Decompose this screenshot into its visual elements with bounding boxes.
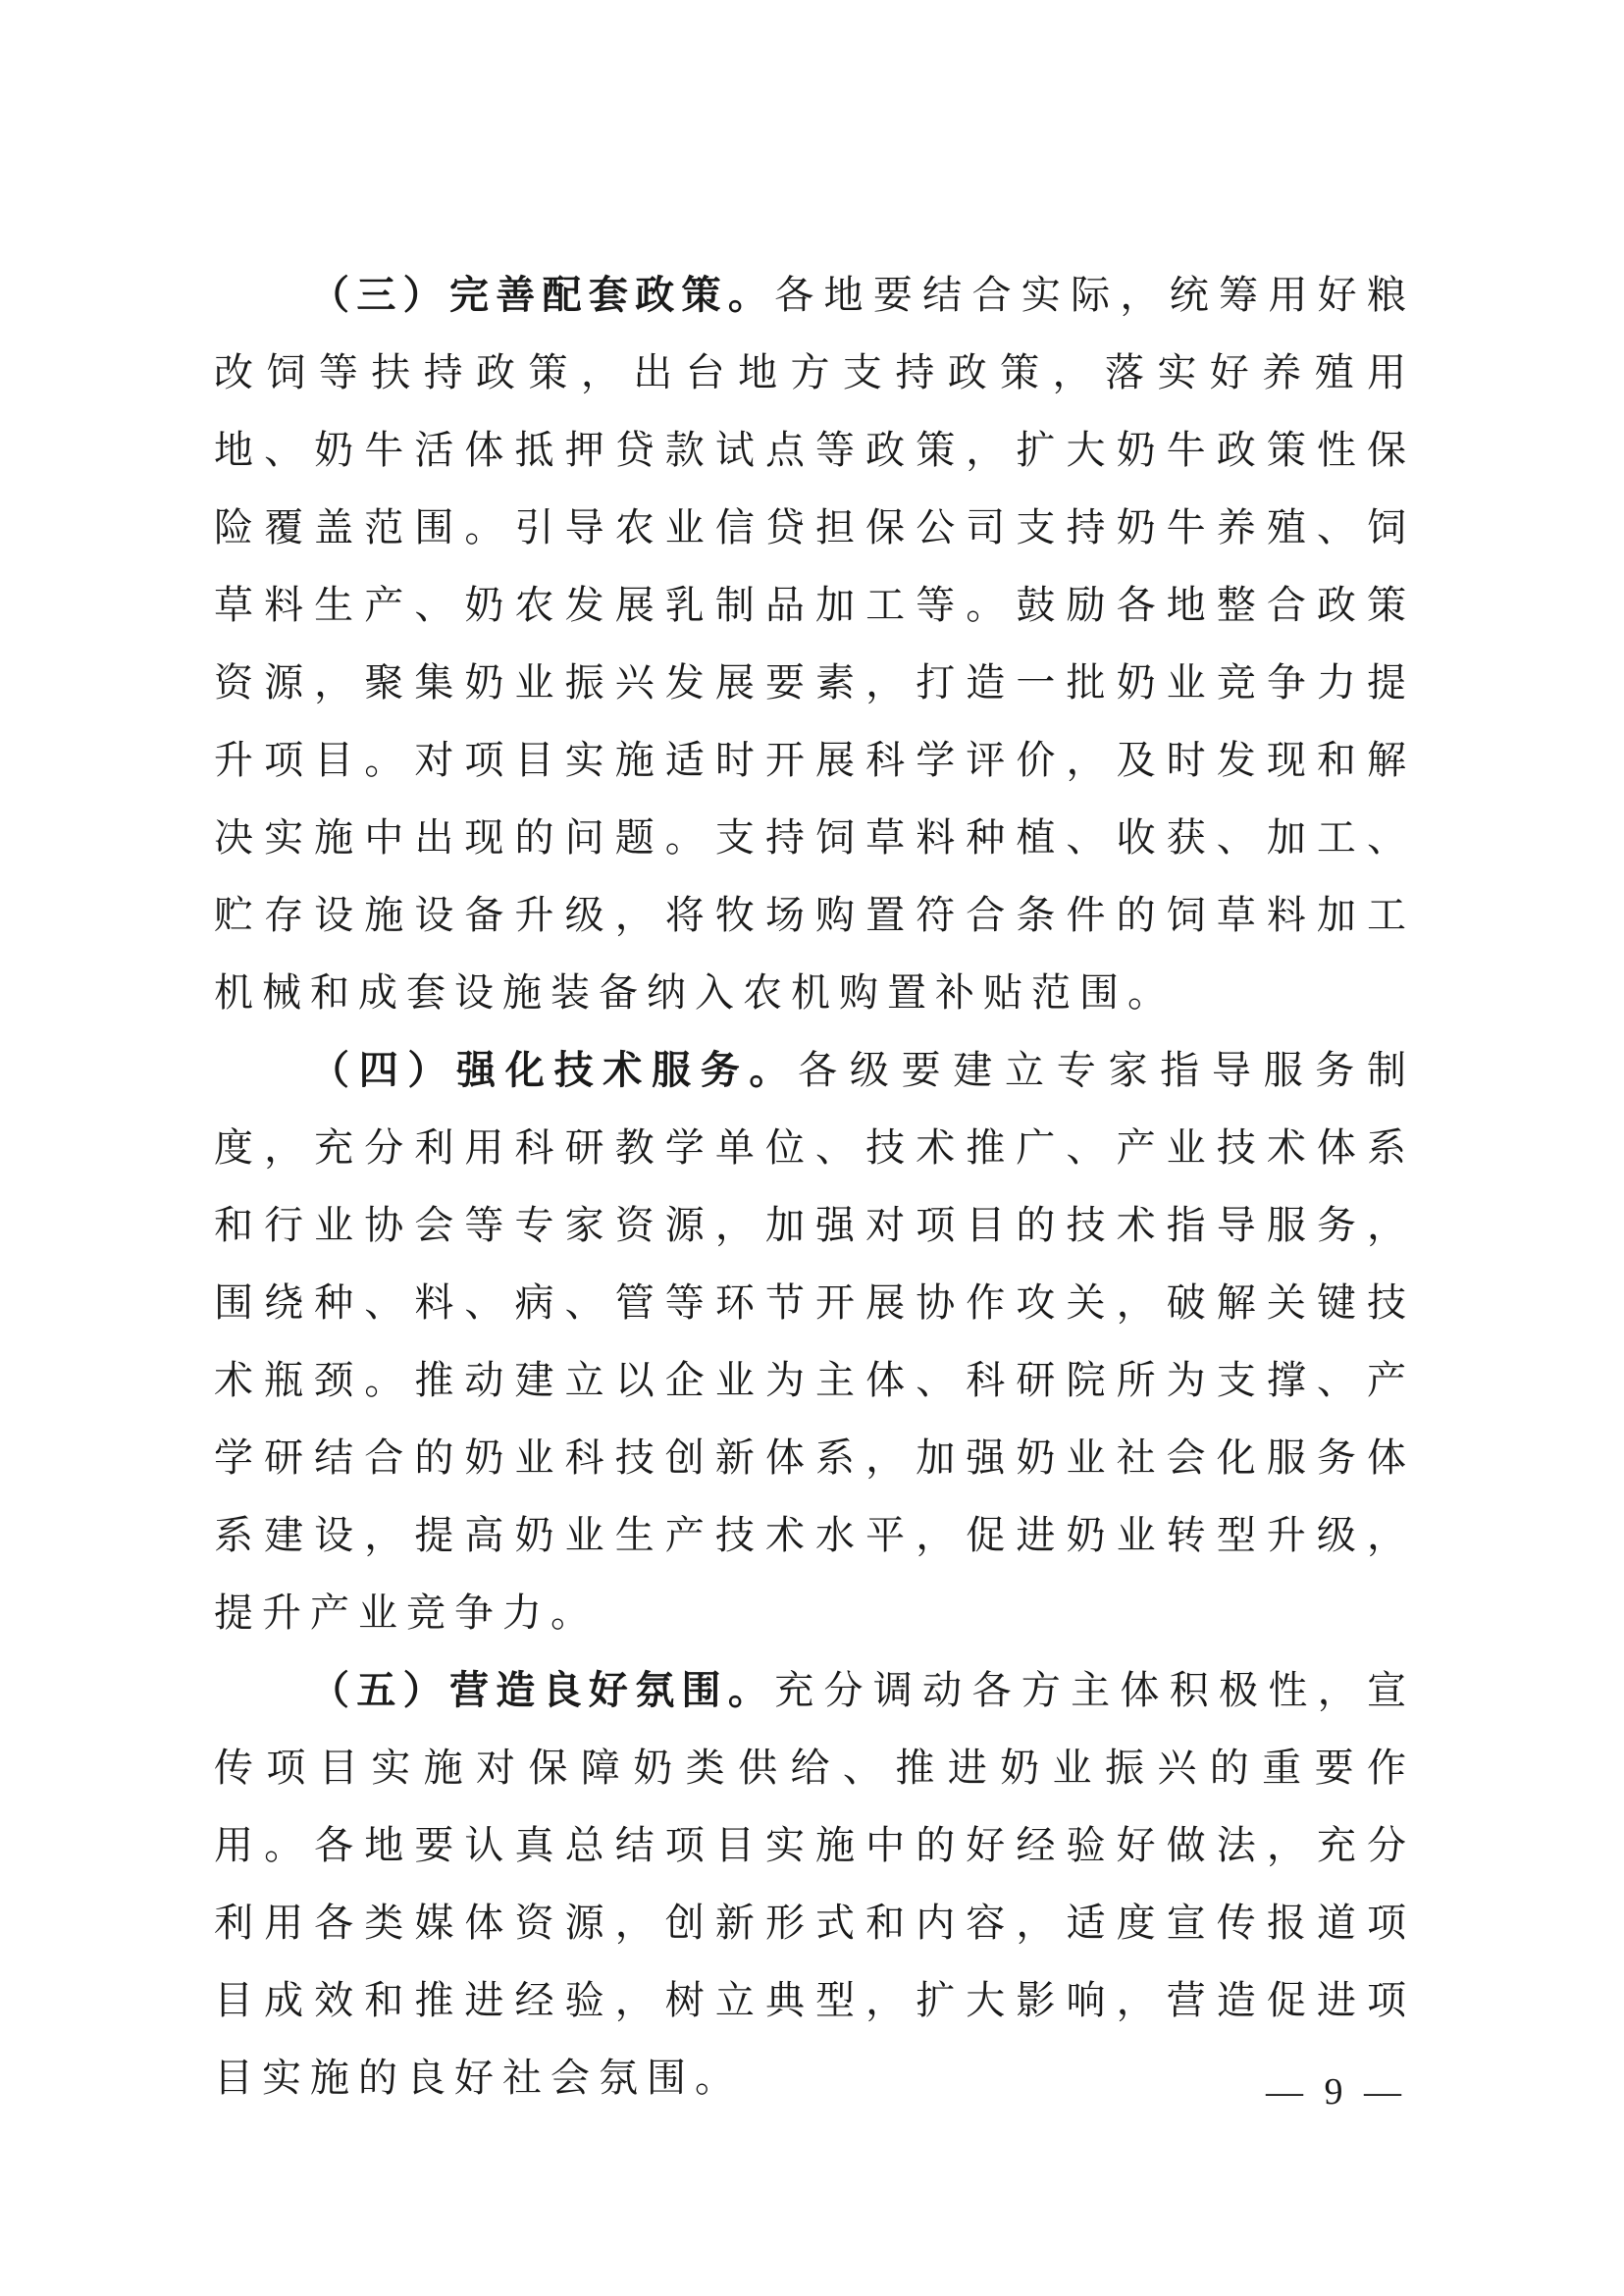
- section-5-heading: （五）营造良好氛围。: [310, 1668, 775, 1713]
- page-number: — 9 —: [1266, 2071, 1407, 2113]
- section-4-heading: （四）强化技术服务。: [310, 1048, 799, 1093]
- section-3-heading: （三）完善配套政策。: [310, 273, 775, 318]
- section-3-paragraph: [214, 257, 1415, 1032]
- section-5-paragraph: [214, 1652, 1415, 2117]
- document-body: [214, 257, 1415, 2117]
- section-4-body: 各级要建立专家指导服务制度，充分利用科研教学单位、技术推广、产业技术体系和行业协会等专家资源，加强对项目的技术指导服务，围绕种、料、病、管等环节开展协作攻关，破解关键技术瓶颈。推动建立以企业为主体、科研院所为支撑、产学研结合的奶业科技创新体系，加强奶业社会化服务体系建设，提高奶业生产技术水平，促进奶业转型升级，提升产业竞争力。: [214, 1048, 1416, 1636]
- section-5-body: 充分调动各方主体积极性，宣传项目实施对保障奶类供给、推进奶业振兴的重要作用。各地要认真总结项目实施中的好经验好做法，充分利用各类媒体资源，创新形式和内容，适度宣传报道项目成效和推进经验，树立典型，扩大影响，营造促进项目实施的良好社会氛围。: [214, 1668, 1416, 2101]
- section-4-paragraph: [214, 1032, 1415, 1652]
- section-3-body: 各地要结合实际，统筹用好粮改饲等扶持政策，出台地方支持政策，落实好养殖用地、奶牛活体抵押贷款试点等政策，扩大奶牛政策性保险覆盖范围。引导农业信贷担保公司支持奶牛养殖、饲草料生产、奶农发展乳制品加工等。鼓励各地整合政策资源，聚集奶业振兴发展要素，打造一批奶业竞争力提升项目。对项目实施适时开展科学评价，及时发现和解决实施中出现的问题。支持饲草料种植、收获、加工、贮存设施设备升级，将牧场购置符合条件的饲草料加工机械和成套设施装备纳入农机购置补贴范围。: [214, 273, 1416, 1016]
